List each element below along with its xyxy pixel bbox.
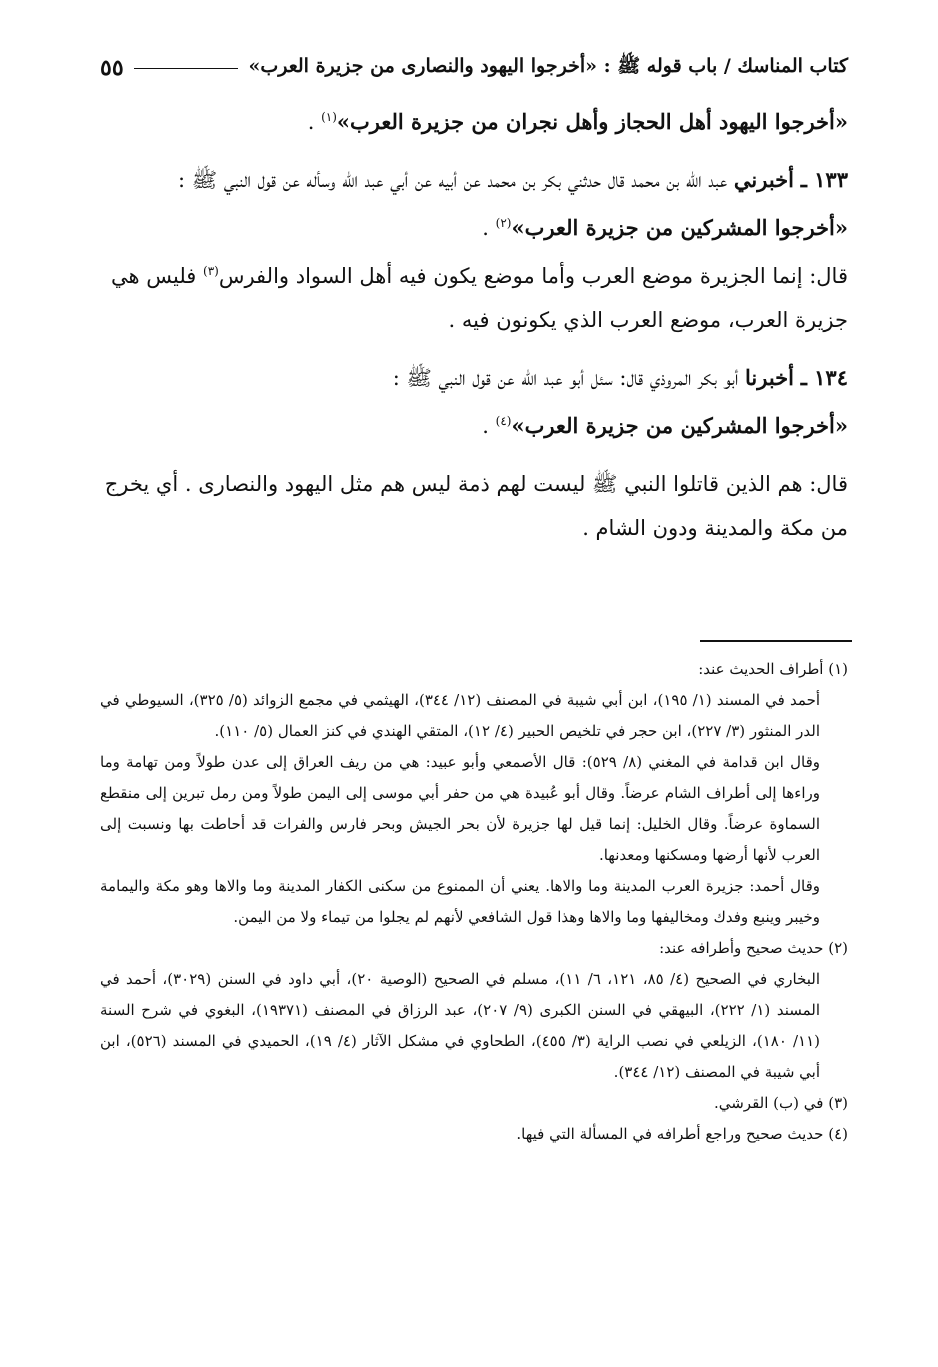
hadith-isnad: أبو بكر المروذي قال: سئل أبو عبد الله عن قول النبي ﷺ : [392,366,739,390]
footnote-2-sources: البخاري في الصحيح (٤/ ٨٥، ١٢١، ٦/ ١١)، مسلم في الصحيح (الوصية ٢٠)، أبي داود في السنن (٣٠٢٩)، أحمد في المسند (١/ ٢٢٢)، البيهقي في السنن الكبرى (٩/ ٢٠٧)، عبد الرزاق في المصنف (١٩٣٧١)، البغوي في شرح السنة (١١/ ١٨٠)، الزيلعي في نصب الراية (٣/ ٤٥٥)، الطحاوي في مشكل الآثار (٤/ ١٩)، الحميدي في المسند (٥٢٦)، ابن أبي شيبة في المصنف (١٢/ ٣٤٤). [100,970,821,1081]
header-title: كتاب المناسك / باب قوله ﷺ : «أخرجوا اليهود والنصارى من جزيرة العرب» [248,55,848,77]
footnote-ref-2[interactable]: (٢) [495,216,512,230]
hadith-132-quote [100,100,848,144]
comment-continued: فليس هي جزيرة العرب، موضع العرب الذي يكونون فيه . [110,264,848,332]
footnote-ref-4[interactable]: (٤) [495,414,512,428]
footnote-1-heading: (١) أطراف الحديث عند: [698,660,848,678]
header-rule [134,68,239,69]
quote-text: «أخرجوا المشركين من جزيرة العرب» [511,413,848,438]
hadith-keyword: أخبرنا [745,365,794,390]
running-header [100,48,848,88]
hadith-number: ١٣٤ ـ [800,365,848,390]
quote-text: «أخرجوا اليهود أهل الحجاز وأهل نجران من جزيرة العرب» [336,109,848,134]
hadith-133-comment [100,254,848,342]
comment-text: قال: هم الذين قاتلوا النبي ﷺ ليست لهم ذمة ليس هم مثل اليهود والنصارى . أي يخرج من مكة والمدينة ودون الشام . [104,472,848,540]
footnote-ref-3[interactable]: (٣) [203,264,219,278]
hadith-isnad: عبد الله بن محمد قال حدثني بكر بن محمد عن أبيه عن أبي عبد الله وسأله عن قول النبي ﷺ : [177,168,728,192]
quote-end: . [307,110,315,134]
footnotes [100,654,848,1150]
hadith-keyword: أخبرني [733,167,794,192]
quote-text: «أخرجوا المشركين من جزيرة العرب» [511,215,848,240]
hadith-133 [100,158,848,202]
quote-end: . [482,216,489,240]
comment-text: قال: إنما الجزيرة موضع العرب وأما موضع يكون فيه أهل السواد والفرس [218,264,848,288]
page-number: ٥٥ [100,55,124,81]
footnote-2-heading: (٢) حديث صحيح وأطرافه عند: [659,939,848,957]
main-text [100,100,848,554]
footnote-4: (٤) حديث صحيح وراجع أطرافه في المسألة التي فيها. [516,1125,848,1143]
hadith-134-quote [100,404,848,448]
footnote-1-sources: أحمد في المسند (١/ ١٩٥)، ابن أبي شيبة في المصنف (١٢/ ٣٤٤)، الهيثمي في مجمع الزوائد (٥/ ٣٢٥)، السيوطي في الدر المنثور (٣/ ٢٢٧)، ابن حجر في تلخيص الحبير (٤/ ١٢)، المتقي الهندي في كنز العمال (٥/ ١١٠). [100,691,821,740]
hadith-134-comment [100,462,848,550]
footnote-1-ahmad: وقال أحمد: جزيرة العرب المدينة وما والاها. يعني أن الممنوع من سكنى الكفار المدينة وما والاها وهو مكة واليمامة وخيبر وينبع وفدك ومخاليفها وما والاها وهذا قول الشافعي لأنهم لم يجلوا من تيماء ولا من اليمن. [100,877,820,926]
footnote-separator [700,640,852,642]
hadith-number: ١٣٣ ـ [800,167,848,192]
footnote-1-ibn-qudama: وقال ابن قدامة في المغني (٨/ ٥٢٩): قال الأصمعي وأبو عبيد: هي من ريف العراق إلى عدن طولاً ومن تهامة وما وراءها إلى أطراف الشام عرضاً. وقال أبو عُبيدة هي من حفر أبي موسى إلى اليمن طولاً ومن رمل تبرين إلى منقطع السماوة عرضاً. وقال الخليل: إنما قيل لها جزيرة لأن بحر الجيش وبحر فارس والفرات قد أحاطت بها ونسبت إلى العرب لأنها أرضها ومسكنها ومعدنها. [100,753,820,864]
footnote-ref-1[interactable]: (١) [321,110,337,124]
footnote-3: (٣) في (ب) القرشي. [713,1094,848,1112]
hadith-134 [100,356,848,400]
quote-end: . [482,414,489,438]
hadith-133-quote [100,206,848,250]
